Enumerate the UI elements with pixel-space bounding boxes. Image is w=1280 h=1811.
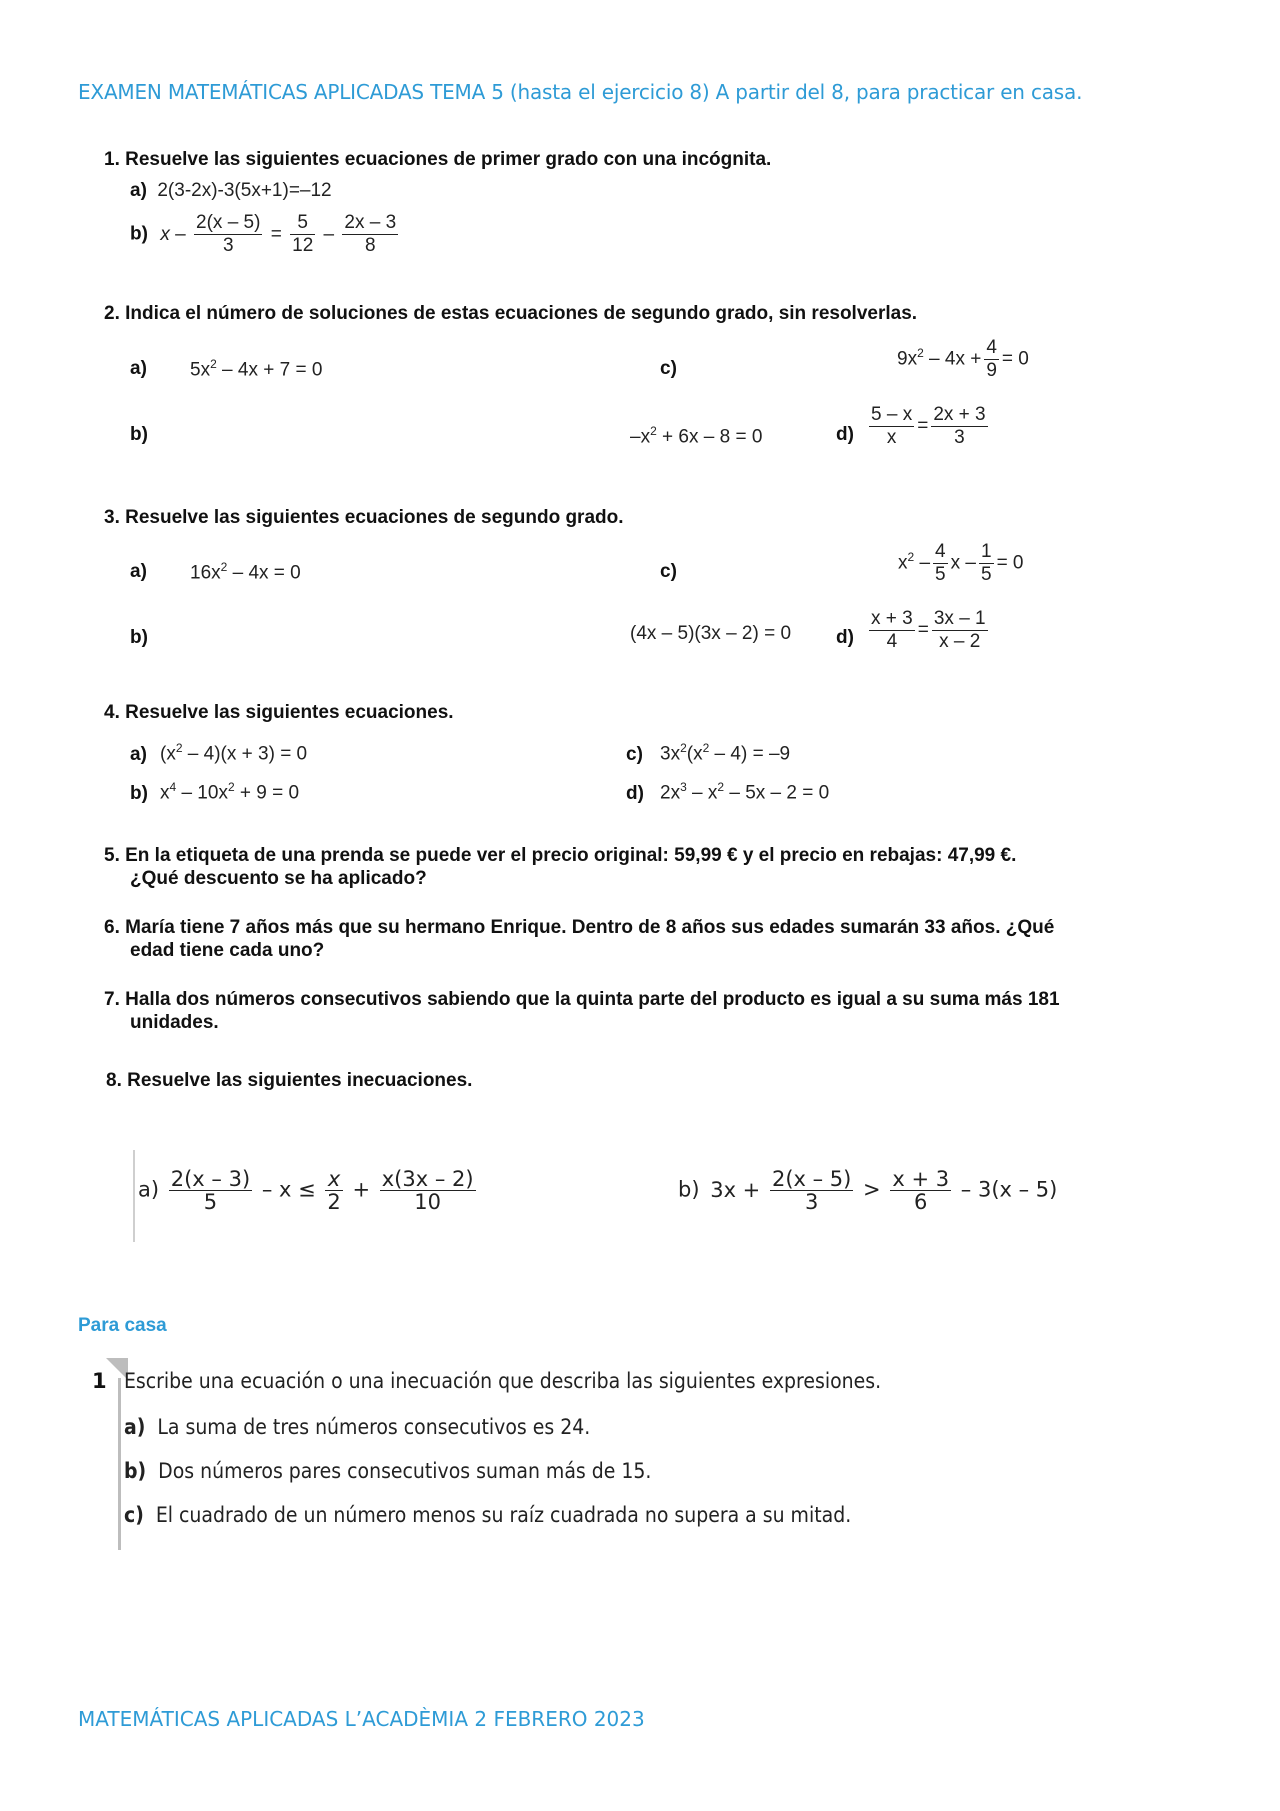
exercise-item-c [124, 1503, 851, 1527]
question-1a [130, 180, 332, 202]
para-casa-heading: Para casa [78, 1315, 167, 1336]
q8-left-rule [133, 1150, 135, 1242]
q7-line-1: 7. Halla dos números consecutivos sabiendo que la quinta parte del producto es igual a su suma más 181 [104, 989, 1060, 1010]
q1b-fraction-1: $\frac{2(x - 5)}{3}$ [196, 212, 261, 256]
q2c-expression: $9x^2 - 4x$ + $\frac{4}{9}$ = 0 [897, 337, 1029, 381]
exercise-intro: Escribe una ecuación o una inecuación que describa las siguientes expresiones. [124, 1369, 882, 1393]
q4c-expression: $3x^2(x^2 - 4) = -9$ [660, 741, 791, 765]
q3c-label: c) [660, 561, 677, 582]
q3b-label: b) [130, 627, 148, 648]
q3a-label: a) [130, 561, 147, 582]
q4d-expression: $2x^3 - x^2 - 5x - 2 = 0$ [660, 780, 830, 804]
page-header: EXAMEN MATEMÁTICAS APLICADAS TEMA 5 (hasta el ejercicio 8) A partir del 8, para practicar en casa. [78, 80, 1083, 104]
q6-line-1: 6. María tiene 7 años más que su hermano Enrique. Dentro de 8 años sus edades sumarán 33 años. ¿Qué [104, 917, 1055, 938]
q4a-expression: $(x^2 - 4)(x + 3) = 0$ [160, 741, 308, 765]
q2b-label: b) [130, 424, 148, 445]
question-2-title: 2. Indica el número de soluciones de estas ecuaciones de segundo grado, sin resolverlas. [104, 303, 918, 324]
q4a-label: a) [130, 744, 147, 765]
q4d-label: d) [626, 783, 644, 804]
question-5 [104, 844, 1184, 890]
question-1-title: 1. Resuelve las siguientes ecuaciones de primer grado con una incógnita. [104, 149, 772, 170]
q3d-expression: $\frac{x + 3}{4}$ = $\frac{3x - 1}{x - 2}$ [871, 608, 986, 652]
q2d-expression: $\frac{5 - x}{x}$ = $\frac{2x + 3}{3}$ [871, 404, 986, 448]
q1b-fraction-3: $\frac{2x - 3}{8}$ [344, 212, 397, 256]
exercise-number: 1 [92, 1369, 107, 1393]
item-c-text: El cuadrado de un número menos su raíz cuadrada no supera a su mitad. [155, 1503, 852, 1527]
q3a-expression: $16x^2 - 4x = 0$ [190, 560, 301, 584]
question-3-title: 3. Resuelve las siguientes ecuaciones de segundo grado. [104, 507, 624, 528]
item-a-text: La suma de tres números consecutivos es 24. [157, 1415, 591, 1439]
q4b-expression: $x^4 - 10x^2 + 9 = 0$ [160, 780, 300, 804]
q3d-label: d) [836, 627, 854, 648]
q2a-label: a) [130, 358, 147, 379]
q8b-expression: b) 3x + $\frac{2(x - 5)}{3}$ > $\frac{x + 3}{6}$ – 3(x – 5) [678, 1167, 1058, 1214]
q8a-label: a) [138, 1177, 160, 1202]
page-footer: MATEMÁTICAS APLICADAS L’ACADÈMIA 2 FEBRERO 2023 [78, 1707, 645, 1731]
q1b-minus-2: – [323, 223, 335, 245]
q1a-expression: 2(3-2x)-3(5x+1)=–12 [157, 180, 332, 201]
item-c-label: c) [124, 1503, 144, 1527]
q2c-label: c) [660, 358, 677, 379]
q4c-label: c) [626, 744, 643, 765]
question-4-title: 4. Resuelve las siguientes ecuaciones. [104, 702, 454, 723]
question-8-title: 8. Resuelve las siguientes inecuaciones. [106, 1070, 473, 1091]
q2b-expression: $-x^2 + 6x - 8 = 0$ [630, 424, 763, 448]
item-b-label: b) [124, 1459, 147, 1483]
q6-line-2: edad tiene cada uno? [130, 940, 325, 961]
question-6 [104, 916, 1184, 962]
item-b-text: Dos números pares consecutivos suman más de 15. [158, 1459, 652, 1483]
exercise-item-b [124, 1459, 651, 1483]
q8b-label: b) [678, 1177, 700, 1202]
q5-line-2: ¿Qué descuento se ha aplicado? [130, 868, 427, 889]
q1b-label: b) [130, 223, 148, 245]
question-7 [104, 988, 1184, 1034]
q5-line-1: 5. En la etiqueta de una prenda se puede ver el precio original: 59,99 € y el precio en rebajas: 47,99 €. [104, 845, 1017, 866]
q4b-label: b) [130, 783, 148, 804]
q7-line-2: unidades. [130, 1012, 219, 1033]
q3b-expression: (4x – 5)(3x – 2) = 0 [630, 623, 792, 644]
exercise-left-rule [118, 1378, 121, 1550]
item-a-label: a) [124, 1415, 146, 1439]
q1b-fraction-2: $\frac{5}{12}$ [292, 212, 314, 256]
q1b-x: x [160, 223, 170, 245]
q3c-expression: $x^2$ – $\frac{4}{5}$ x – $\frac{1}{5}$ = 0 [898, 541, 1024, 585]
exercise-item-a [124, 1415, 590, 1439]
q1a-label: a) [130, 180, 147, 201]
question-1b [130, 212, 401, 257]
q8a-expression: a) $\frac{2(x - 3)}{5}$ – x ≤ $\frac{x}{2}$ + $\frac{x(3x - 2)}{10}$ [138, 1167, 474, 1214]
q1b-minus: – [175, 223, 186, 245]
q2d-label: d) [836, 424, 854, 445]
q1b-equals: = [270, 223, 282, 245]
q2a-expression: $5x^2 - 4x + 7 = 0$ [190, 357, 323, 381]
